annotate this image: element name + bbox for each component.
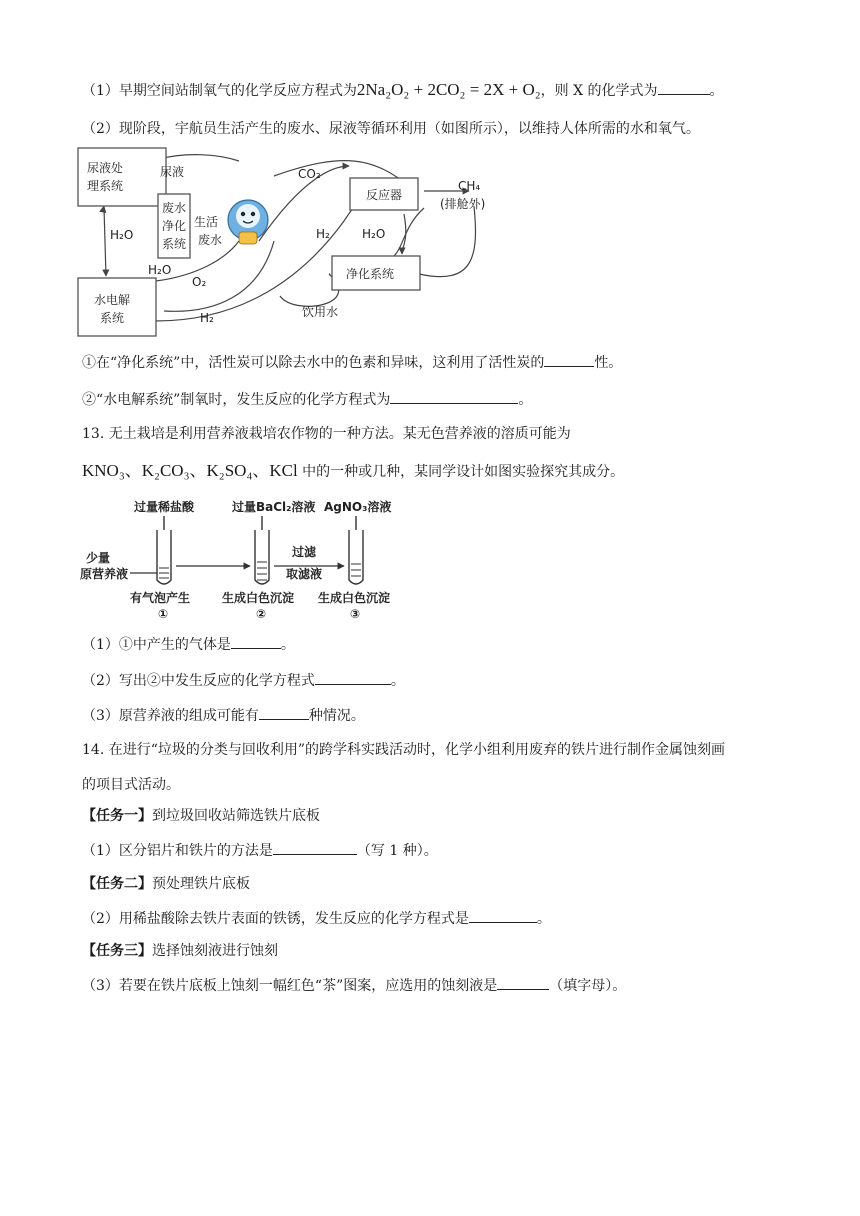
answer-blank[interactable] <box>273 840 357 855</box>
svg-text:AgNO₃溶液: AgNO₃溶液 <box>324 500 392 514</box>
answer-blank[interactable] <box>315 670 391 685</box>
space-station-water-cycle-diagram <box>74 146 534 342</box>
answer-blank[interactable] <box>497 975 549 990</box>
svg-text:CH₄: CH₄ <box>458 179 481 193</box>
q12-equation: 2Na₂O₂ + 2CO₂ = 2X + O₂ <box>356 80 541 99</box>
q14-task1: 【任务一】到垃圾回收站筛选铁片底板 <box>82 808 320 824</box>
q14-task2: 【任务二】预处理铁片底板 <box>82 876 250 892</box>
wastewater-system-label: 废水 <box>162 201 187 215</box>
water-electrolysis-box <box>78 278 156 336</box>
urine-treatment-box <box>78 148 166 206</box>
q14-stem-line1: 14. 在进行“垃圾的分类与回收利用”的跨学科实践活动时，化学小组利用废弃的铁片进行制作金属蚀刻画 <box>82 742 726 758</box>
svg-text:理系统: 理系统 <box>87 179 124 193</box>
svg-text:H₂O: H₂O <box>110 228 134 242</box>
svg-text:生活: 生活 <box>194 215 219 229</box>
q13-stem-line2: KNO₃、K₂CO₃、K₂SO₄、KCl 中的一种或几种，某同学设计如图实验探究其成分。 <box>82 461 625 480</box>
answer-blank[interactable] <box>390 389 518 404</box>
answer-blank[interactable] <box>658 80 710 95</box>
svg-text:废水: 废水 <box>198 233 223 247</box>
q13-part3: （3）原营养液的组成可能有 种情况。 <box>82 705 365 726</box>
q12-part1: （1）早期空间站制氧气的化学反应方程式为2Na₂O₂ + 2CO₂ = 2X + O₂，则 X 的化学式为 。 <box>82 80 724 99</box>
answer-blank[interactable] <box>231 634 281 649</box>
svg-text:少量: 少量 <box>86 551 111 565</box>
test-tube-2 <box>255 530 269 584</box>
q13-part1: （1）①中产生的气体是 。 <box>82 634 295 655</box>
q12-sub2: ②“水电解系统”制氧时，发生反应的化学方程式为 。 <box>82 389 532 410</box>
reactor-label: 反应器 <box>366 188 403 202</box>
svg-text:饮用水: 饮用水 <box>302 305 339 319</box>
svg-text:生成白色沉淀: 生成白色沉淀 <box>222 591 295 605</box>
q14-part3: （3）若要在铁片底板上蚀刻一幅红色“茶”图案，应选用的蚀刻液是 （填字母）。 <box>82 975 626 996</box>
svg-text:有气泡产生: 有气泡产生 <box>130 591 191 605</box>
svg-text:生成白色沉淀: 生成白色沉淀 <box>318 591 391 605</box>
q13-part2: （2）写出②中发生反应的化学方程式 。 <box>82 670 405 691</box>
svg-text:过量BaCl₂溶液: 过量BaCl₂溶液 <box>232 500 316 514</box>
answer-blank[interactable] <box>259 705 309 720</box>
purify-system-label: 净化系统 <box>346 267 395 281</box>
test-tube-1 <box>157 530 171 584</box>
svg-text:H₂O: H₂O <box>148 263 172 277</box>
svg-text:①: ① <box>158 607 169 620</box>
svg-text:③: ③ <box>350 607 361 620</box>
q14-task3: 【任务三】选择蚀刻液进行蚀刻 <box>82 943 278 959</box>
svg-text:过量稀盐酸: 过量稀盐酸 <box>134 500 195 514</box>
urine-system-label: 尿液处 <box>87 161 124 175</box>
svg-text:②: ② <box>256 607 267 620</box>
svg-text:(排舱外): (排舱外) <box>440 197 486 211</box>
q14-part1: （1）区分铝片和铁片的方法是 （写 1 种）。 <box>82 840 438 861</box>
electrolysis-system-label: 水电解 <box>94 293 131 307</box>
q14-part2: （2）用稀盐酸除去铁片表面的铁锈，发生反应的化学方程式是 。 <box>82 908 551 929</box>
svg-text:过滤: 过滤 <box>292 545 317 559</box>
svg-text:H₂: H₂ <box>200 311 214 325</box>
q13-solutes: KNO₃、K₂CO₃、K₂SO₄、KCl <box>82 461 298 480</box>
svg-text:原营养液: 原营养液 <box>80 567 129 581</box>
answer-blank[interactable] <box>544 352 594 367</box>
q12-part2: （2）现阶段，宇航员生活产生的废水、尿液等循环利用（如图所示），以维持人体所需的水和氧气。 <box>82 121 700 137</box>
svg-text:O₂: O₂ <box>192 275 207 289</box>
svg-text:系统: 系统 <box>162 237 187 251</box>
svg-text:H₂O: H₂O <box>362 227 386 241</box>
svg-text:取滤液: 取滤液 <box>286 567 323 581</box>
svg-text:系统: 系统 <box>100 311 125 325</box>
answer-blank[interactable] <box>469 908 537 923</box>
svg-text:尿液: 尿液 <box>160 165 185 179</box>
q13-experiment-diagram <box>80 496 410 620</box>
q12-sub1: ①在“净化系统”中，活性炭可以除去水中的色素和异味，这利用了活性炭的 性。 <box>82 352 622 373</box>
svg-text:净化: 净化 <box>162 219 187 233</box>
svg-text:H₂: H₂ <box>316 227 330 241</box>
test-tube-3 <box>349 530 363 584</box>
q14-stem-line2: 的项目式活动。 <box>82 777 180 793</box>
q13-stem-line1: 13. 无土栽培是利用营养液栽培农作物的一种方法。某无色营养液的溶质可能为 <box>82 426 571 442</box>
svg-text:CO₂: CO₂ <box>298 167 321 181</box>
